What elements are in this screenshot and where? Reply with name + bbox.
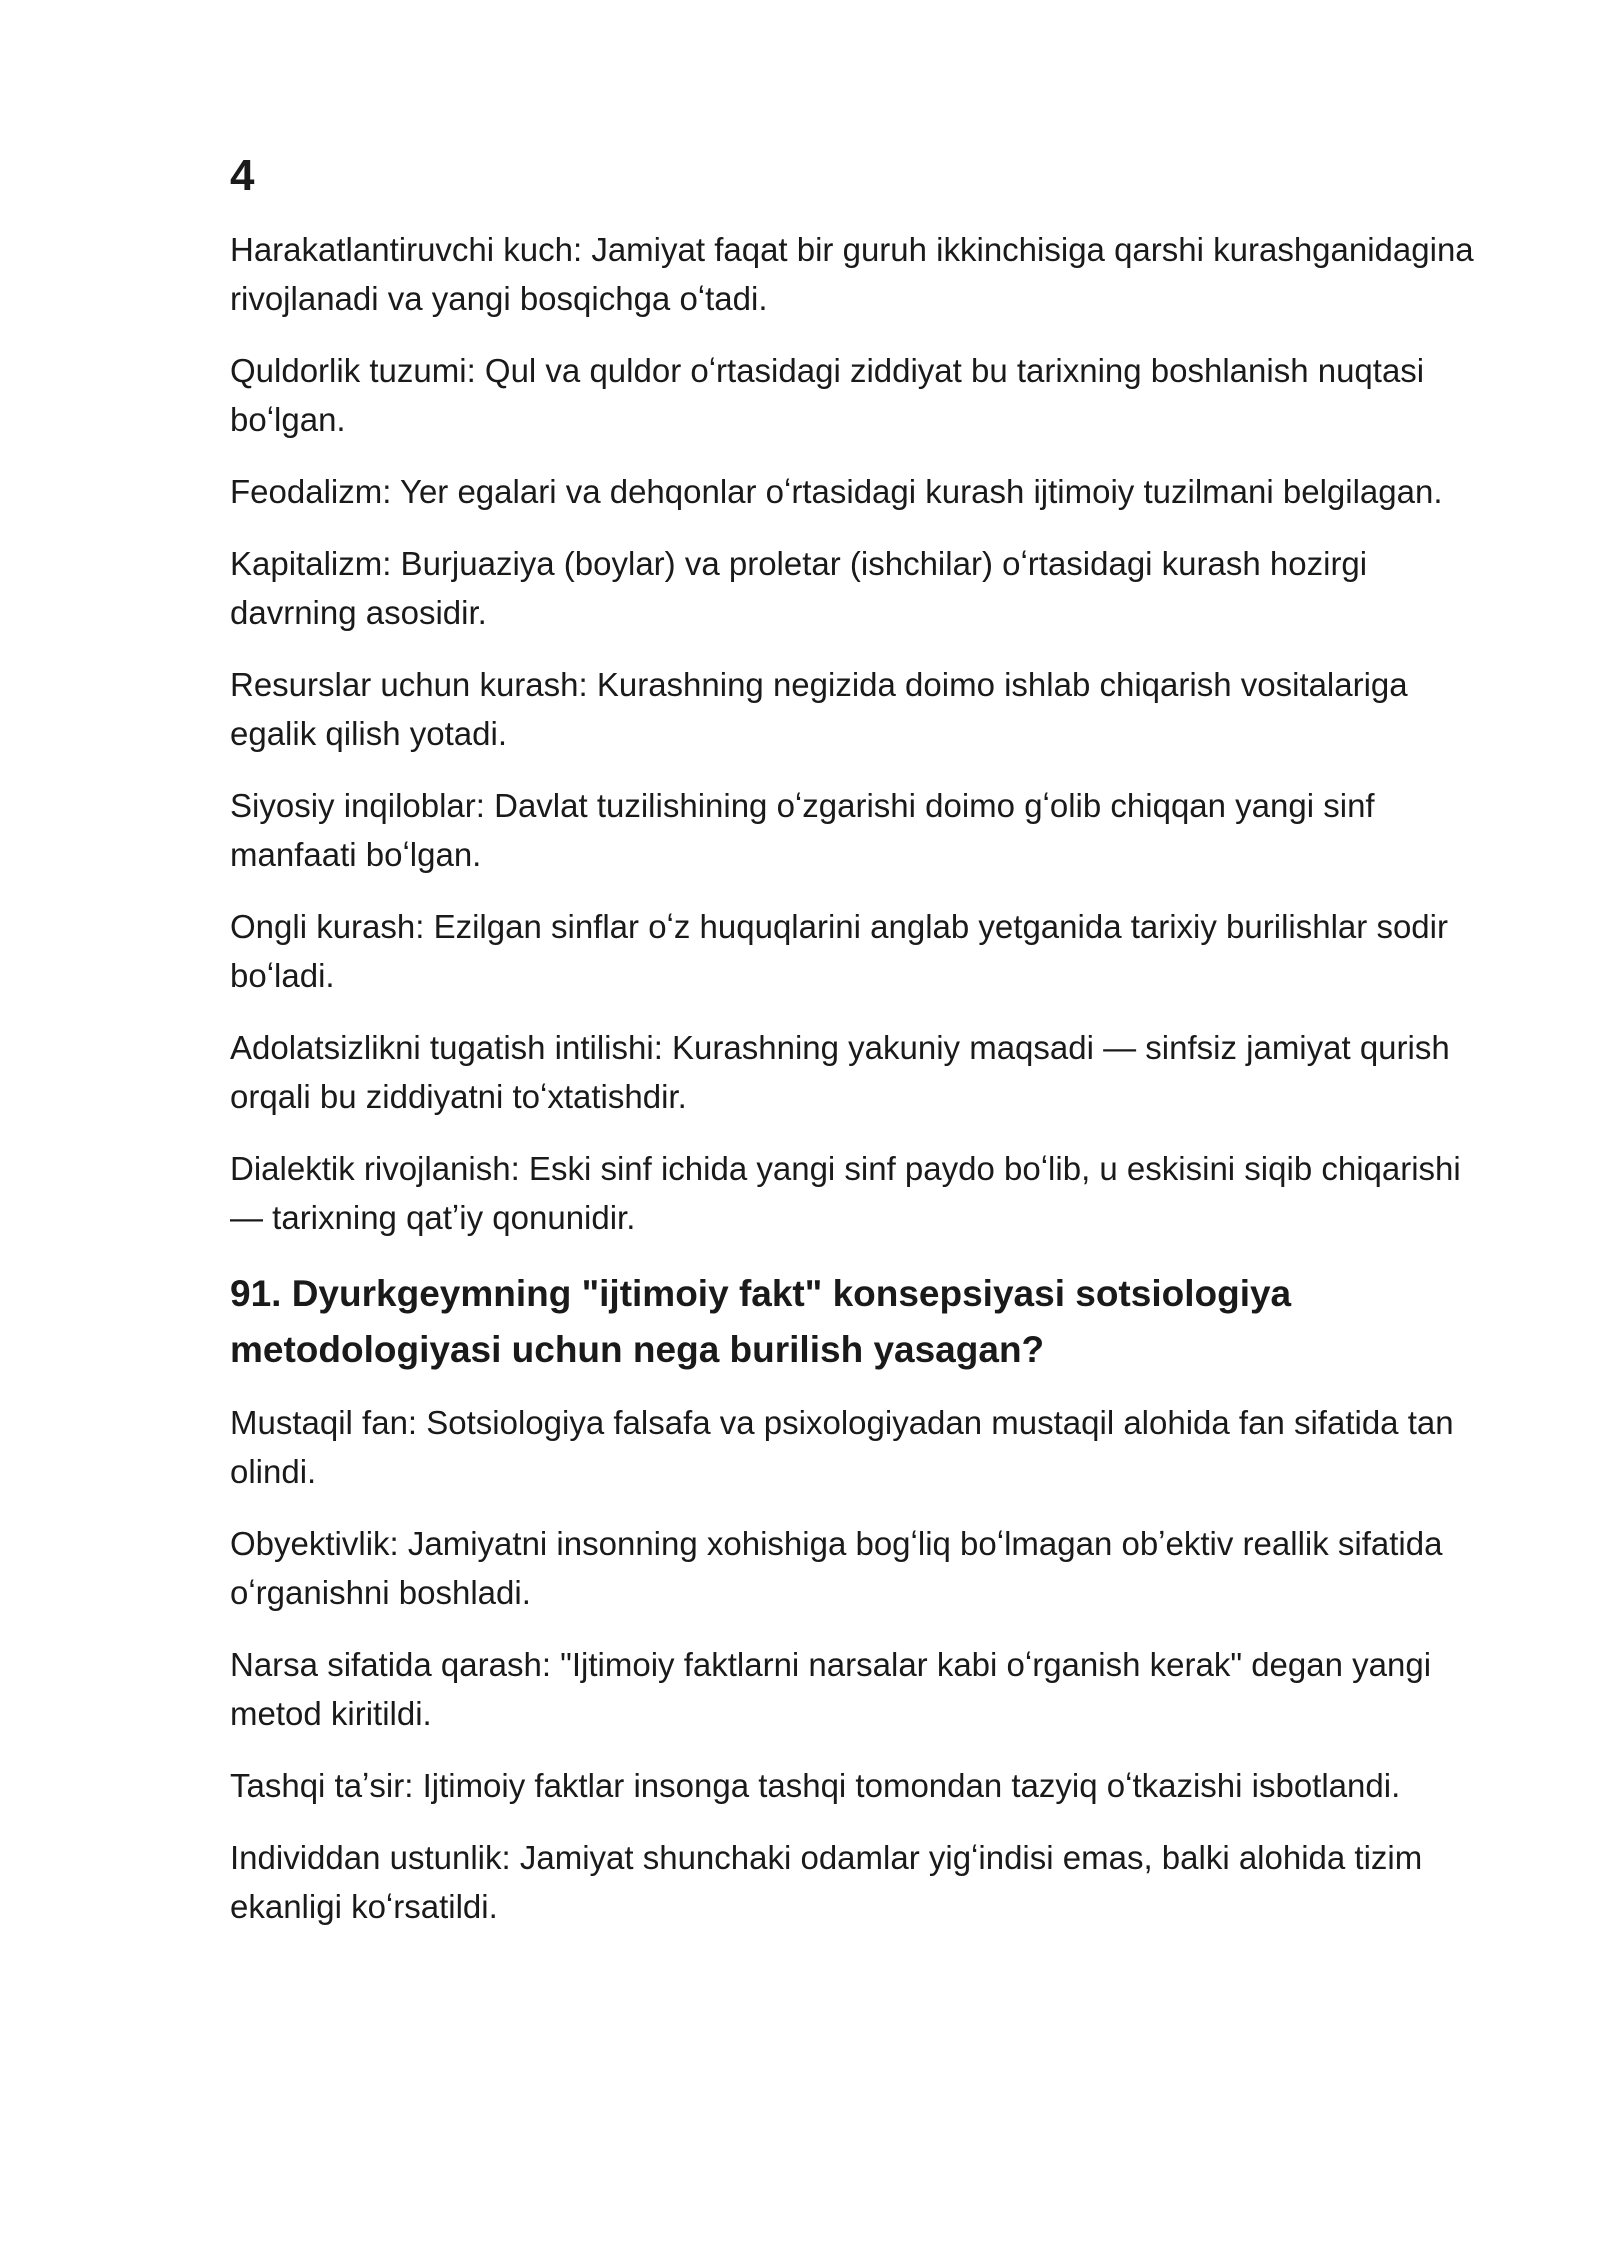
paragraph-slavery: Quldorlik tuzumi: Qul va quldor oʻrtasidagi ziddiyat bu tarixning boshlanish nuqtasi boʻlgan. bbox=[230, 351, 1425, 438]
paragraph-revolutions: Siyosiy inqiloblar: Davlat tuzilishining oʻzgarishi doimo gʻolib chiqqan yangi sinf manfaati boʻlgan. bbox=[230, 786, 1375, 873]
paragraph-superiority: Individdan ustunlik: Jamiyat shunchaki odamlar yigʻindisi emas, balki alohida tizim ekanligi koʻrsatildi. bbox=[230, 1838, 1423, 1925]
section-heading-91: 91. Dyurkgeymning "ijtimoiy fakt" konsepsiyasi sotsiologiya metodologiyasi uchun nega burilish yasagan? bbox=[230, 1272, 1292, 1370]
paragraph-feudalism: Feodalizm: Yer egalari va dehqonlar oʻrtasidagi kurash ijtimoiy tuzilmani belgilagan. bbox=[230, 472, 1443, 510]
paragraph-conscious-struggle: Ongli kurash: Ezilgan sinflar oʻz huquqlarini anglab yetganida tarixiy burilishlar sodir boʻladi. bbox=[230, 907, 1448, 994]
paragraph-as-things: Narsa sifatida qarash: "Ijtimoiy faktlarni narsalar kabi oʻrganish kerak" degan yangi metod kiritildi. bbox=[230, 1645, 1432, 1732]
paragraph-independent-science: Mustaqil fan: Sotsiologiya falsafa va psixologiyadan mustaqil alohida fan sifatida tan olindi. bbox=[230, 1403, 1454, 1490]
paragraph-external-influence: Tashqi taʼsir: Ijtimoiy faktlar insonga tashqi tomondan tazyiq oʻtkazishi isbotlandi. bbox=[230, 1766, 1401, 1804]
paragraph-injustice: Adolatsizlikni tugatish intilishi: Kurashning yakuniy maqsadi — sinfsiz jamiyat qurish orqali bu ziddiyatni toʻxtatishdir. bbox=[230, 1028, 1450, 1115]
paragraph-dialectic: Dialektik rivojlanish: Eski sinf ichida yangi sinf paydo boʻlib, u eskisini siqib chiqarishi — tarixning qatʼiy qonunidir. bbox=[230, 1149, 1461, 1236]
paragraph-capitalism: Kapitalizm: Burjuaziya (boylar) va proletar (ishchilar) oʻrtasidagi kurash hozirgi davrning asosidir. bbox=[230, 544, 1368, 631]
paragraph-driving-force: Harakatlantiruvchi kuch: Jamiyat faqat bir guruh ikkinchisiga qarshi kurashganidagina rivojlanadi va yangi bosqichga oʻtadi. bbox=[230, 230, 1474, 317]
paragraph-objectivity: Obyektivlik: Jamiyatni insonning xohishiga bogʻliq boʻlmagan obʼektiv reallik sifatida oʻrganishni boshladi. bbox=[230, 1524, 1443, 1611]
document-page bbox=[230, 150, 1490, 1954]
paragraph-resources: Resurslar uchun kurash: Kurashning negizida doimo ishlab chiqarish vositalariga egalik qilish yotadi. bbox=[230, 665, 1408, 752]
page-number: 4 bbox=[230, 151, 255, 200]
